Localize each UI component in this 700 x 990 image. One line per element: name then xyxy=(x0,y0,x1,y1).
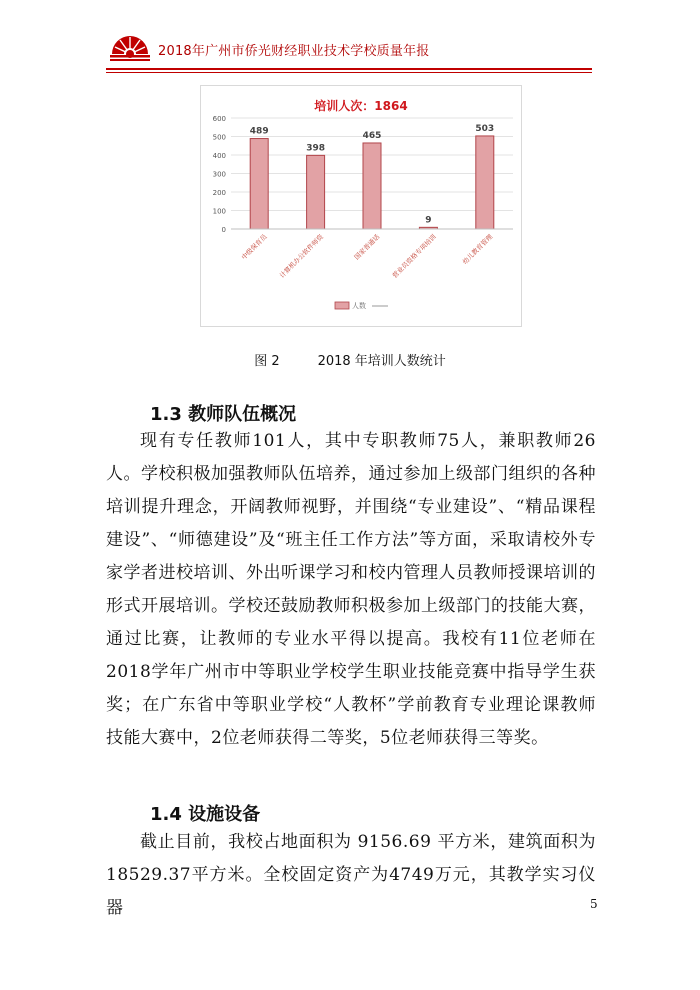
x-category-label: 计算机办公软件师资 xyxy=(277,232,326,280)
bar-value-label: 398 xyxy=(306,143,325,154)
figure-caption-text: 2018 年培训人数统计 xyxy=(317,354,446,369)
chart-canvas xyxy=(201,86,521,326)
section-paragraph-teachers: 现有专任教师101人，其中专职教师75人，兼职教师26人。学校积极加强教师队伍培养，通过参加上级部门组织的各种培训提升理念，开阔教师视野，并围绕“专业建设”、“精品课程建设”、“师德建设”及“班主任工作方法”等方面，采取请校外专家学者进校培训、外出听课学习和校内管理人员教师授课培训的形式开展培训。学校还鼓励教师积极参加上级部门的技能大赛，通过比赛，让教师的专业水平得以提高。我校有11位老师在2018学年广州市中等职业学校学生职业技能竞赛中指导学生获奖；在广东省中等职业学校“人教杯”学前教育专业理论课教师技能大赛中，2位老师获得二等奖，5位老师获得三等奖。 xyxy=(106,431,596,748)
section-heading-teachers: 1.3 教师队伍概况 xyxy=(150,404,297,425)
bar-value-label: 503 xyxy=(475,123,495,134)
bar xyxy=(476,136,494,229)
header-rule xyxy=(106,68,592,70)
section-heading-facilities: 1.4 设施设备 xyxy=(150,804,261,825)
chart-title: 培训人次：1864 xyxy=(314,99,408,113)
figure-number: 图 2 xyxy=(254,354,280,369)
legend-swatch xyxy=(335,302,349,309)
x-category-label: 幼儿教育管理 xyxy=(460,232,495,266)
figure-caption xyxy=(0,350,700,369)
page-header xyxy=(0,0,700,70)
header-title: 2018年广州市侨光财经职业技术学校质量年报 xyxy=(158,44,430,59)
bar-value-label: 465 xyxy=(362,130,382,141)
y-tick-label: 400 xyxy=(212,152,226,160)
bar xyxy=(307,155,325,229)
training-chart xyxy=(200,85,522,327)
y-tick-label: 100 xyxy=(212,207,226,216)
header-rule-thin xyxy=(106,72,592,73)
bar-value-label: 489 xyxy=(249,126,269,137)
y-tick-label: 300 xyxy=(212,170,226,179)
legend-label: 人数 xyxy=(352,302,366,310)
bar xyxy=(363,143,381,229)
x-category-label: 国家普通话 xyxy=(352,232,382,262)
bar xyxy=(250,139,268,229)
y-tick-label: 500 xyxy=(212,133,226,142)
x-category-label: 中级保育员 xyxy=(239,232,269,262)
bar-value-label: 9 xyxy=(425,215,432,226)
x-category-label: 营业员资格专项培训 xyxy=(390,232,438,280)
y-tick-label: 600 xyxy=(212,115,226,123)
section-paragraph-facilities: 截止目前，我校占地面积为 9156.69 平方米，建筑面积为18529.37平方米。全校固定资产为4749万元，其教学实习仪器 xyxy=(106,832,596,918)
page-number: 5 xyxy=(590,897,598,911)
y-tick-label: 200 xyxy=(212,189,226,197)
y-tick-label: 0 xyxy=(221,226,226,234)
school-emblem-icon xyxy=(108,28,152,64)
